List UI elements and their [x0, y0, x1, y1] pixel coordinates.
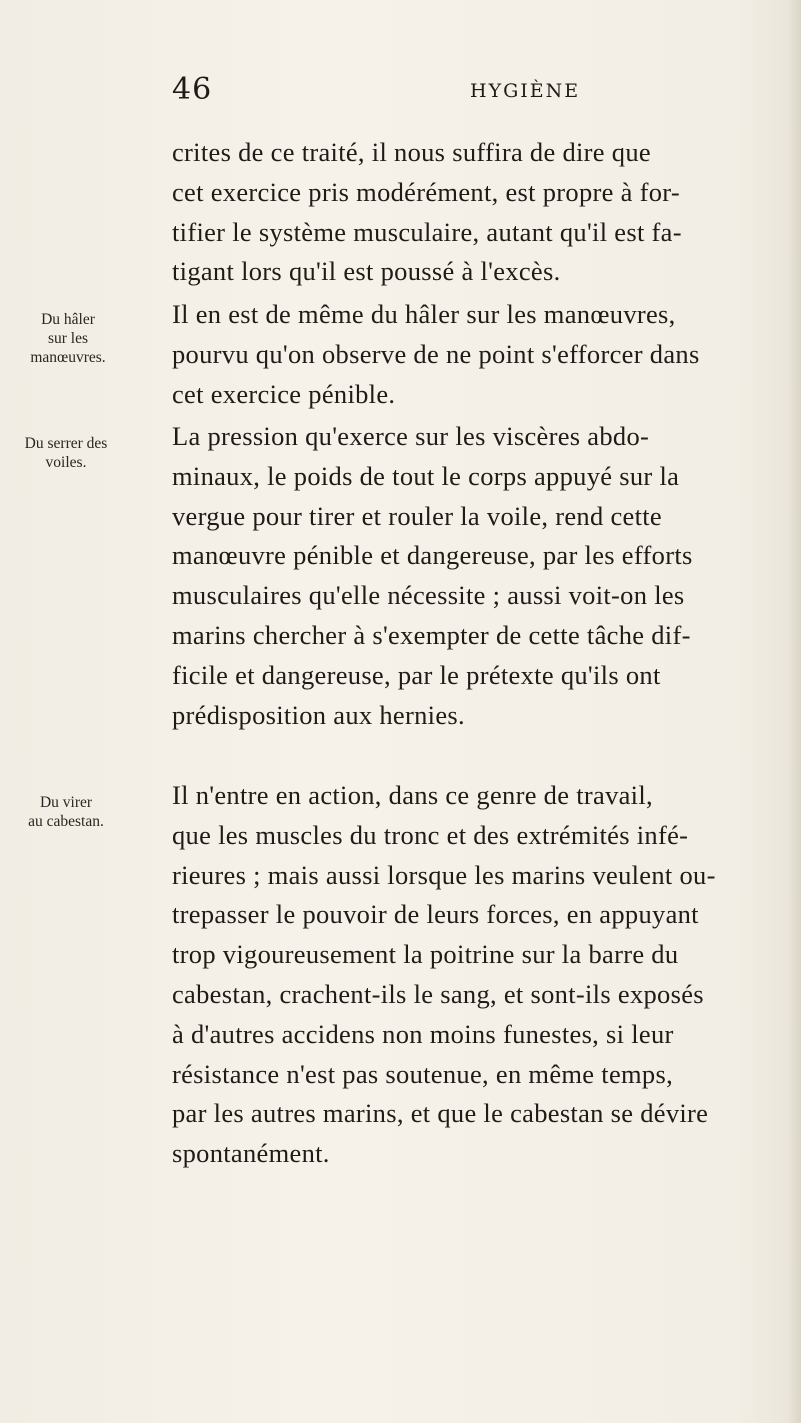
text-line: spontanément. — [172, 1138, 330, 1169]
text-line: cet exercice pénible. — [172, 378, 396, 409]
text-line: ficile et dangereuse, par le prétexte qu'ils ont — [172, 659, 661, 690]
text-line: minaux, le poids de tout le corps appuyé sur la — [172, 460, 680, 491]
paragraph-4 — [172, 776, 772, 1174]
text-line: crites de ce traité, il nous suffira de dire que — [172, 137, 651, 167]
margin-note-line: Du virer — [39, 794, 93, 811]
margin-note-line: sur les — [47, 330, 89, 347]
text-line: vergue pour tirer et rouler la voile, rend cette — [172, 500, 662, 531]
text-line: marins chercher à s'exempter de cette tâche dif- — [172, 619, 691, 650]
margin-note-line: Du serrer des — [24, 435, 108, 452]
text-line: à d'autres accidens non moins funestes, si leur — [172, 1018, 674, 1049]
paragraph-2 — [172, 295, 772, 414]
text-line: cet exercice pris modérément, est propre à for- — [172, 176, 680, 207]
paragraph-1 — [172, 133, 772, 292]
text-line: manœuvre pénible et dangereuse, par les efforts — [172, 540, 693, 571]
text-line: trop vigoureusement la poitrine sur la barre du — [172, 939, 679, 970]
margin-note-line: manœuvres. — [30, 349, 106, 366]
margin-note-virer — [6, 793, 126, 831]
text-line: cabestan, crachent-ils le sang, et sont-ils exposés — [172, 978, 704, 1009]
page-edge-shadow — [787, 0, 801, 1423]
margin-note-line: voiles. — [45, 454, 87, 471]
text-line: pourvu qu'on observe de ne point s'efforcer dans — [172, 338, 700, 369]
text-line: Il en est de même du hâler sur les manœuvres, — [172, 299, 676, 329]
page-header — [170, 72, 730, 112]
running-head: HYGIÈNE — [470, 80, 581, 102]
page-number: 46 — [172, 72, 213, 107]
margin-note-haler — [8, 310, 128, 367]
text-line: musculaires qu'elle nécessite ; aussi voit-on les — [172, 580, 685, 611]
text-line: trepasser le pouvoir de leurs forces, en appuyant — [172, 899, 699, 930]
text-line: tigant lors qu'il est poussé à l'excès. — [172, 256, 561, 287]
text-line: résistance n'est pas soutenue, en même temps, — [172, 1058, 674, 1089]
text-line: tifier le système musculaire, autant qu'il est fa- — [172, 216, 682, 247]
text-line: par les autres marins, et que le cabestan se dévire — [172, 1098, 709, 1129]
text-line: Il n'entre en action, dans ce genre de travail, — [172, 780, 653, 810]
margin-note-line: au cabestan. — [28, 813, 104, 830]
text-line: que les muscles du tronc et des extrémités infé- — [172, 819, 689, 850]
margin-note-line: Du hâler — [41, 311, 95, 328]
text-line: prédisposition aux hernies. — [172, 699, 465, 730]
margin-note-serrer — [6, 434, 126, 472]
text-line: rieures ; mais aussi lorsque les marins veulent ou- — [172, 859, 716, 890]
text-line: La pression qu'exerce sur les viscères abdo- — [172, 421, 650, 451]
paragraph-3 — [172, 417, 772, 735]
